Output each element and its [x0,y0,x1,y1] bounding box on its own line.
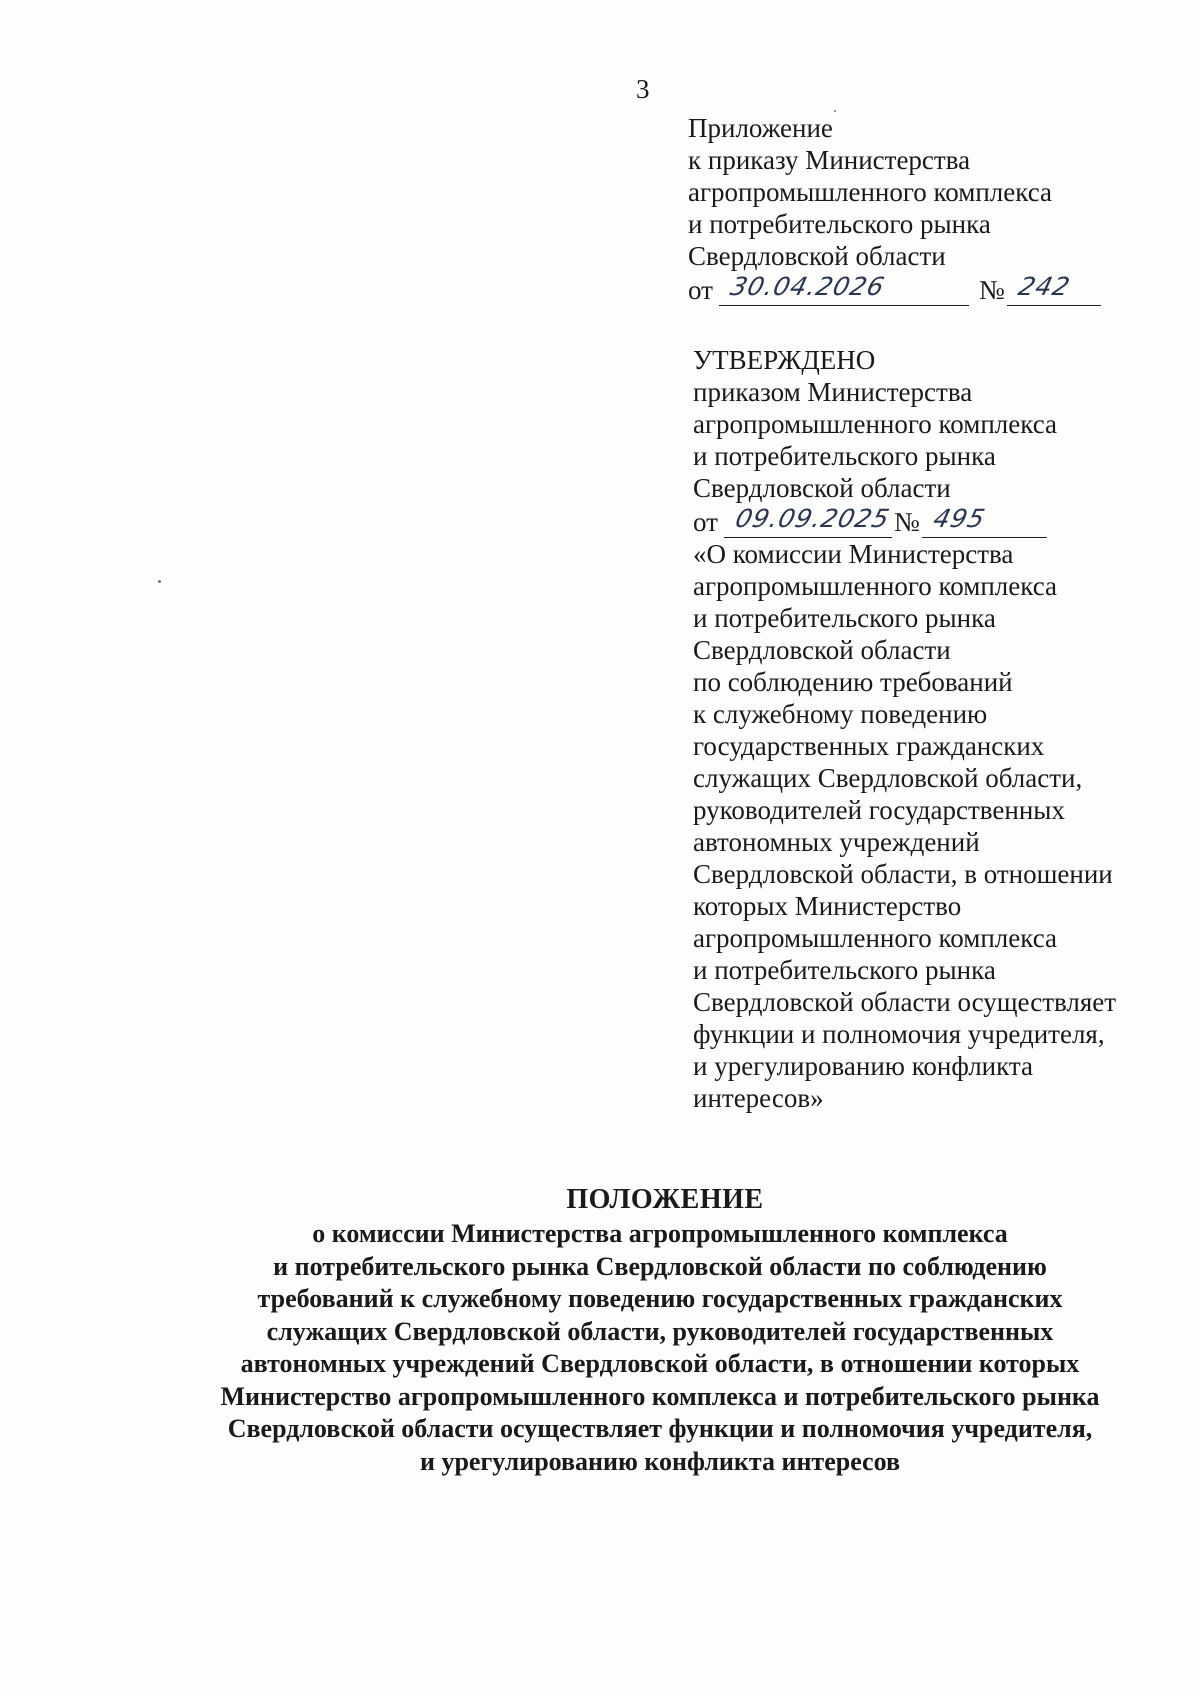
appendix-block [688,112,1101,306]
handwritten-date: 09.09.2025 [732,504,893,533]
date-prefix: от [693,507,718,537]
appendix-line: агропромышленного комплекса [688,177,1052,207]
approved-title-line: государственных гражданских [693,731,1045,761]
regulation-title-line: и потребительского рынка Свердловской области по соблюдению [273,1251,1047,1281]
scan-speck [158,580,161,583]
regulation-title-line: Министерство агропромышленного комплекса и потребительского рынка [220,1381,1100,1411]
date-field [719,272,969,306]
scan-speck [834,110,836,112]
handwritten-number: 495 [930,504,989,533]
approved-title-line: по соблюдению требований [693,667,1013,697]
page-number: 3 [636,74,650,104]
regulation-title-block [160,1182,1160,1478]
number-sign: № [978,275,1005,305]
regulation-title-line: требований к служебному поведению государственных гражданских [257,1284,1063,1313]
approved-date-number-line [693,504,1116,538]
number-field [1007,272,1101,306]
approved-title-line: Свердловской области [693,635,951,665]
handwritten-date: 30.04.2026 [727,272,888,301]
approved-title-line: и потребительского рынка [693,603,996,633]
approved-title-line: и урегулированию конфликта [693,1051,1034,1081]
appendix-line: к приказу Министерства [688,145,971,175]
approved-title-line: функции и полномочия учредителя, [693,1019,1105,1049]
approved-title-line: Свердловской области осуществляет [693,987,1117,1017]
date-field [724,504,893,538]
number-field [922,504,1047,538]
approved-block [693,344,1116,1114]
approved-line: приказом Министерства [693,377,973,407]
appendix-date-number-line [688,272,1101,306]
appendix-line: Свердловской области [688,241,946,271]
approved-title-line: агропромышленного комплекса [693,571,1057,601]
approved-heading: УТВЕРЖДЕНО [693,345,876,375]
regulation-heading: ПОЛОЖЕНИЕ [566,1184,764,1215]
regulation-title-line: о комиссии Министерства агропромышленного комплекса [312,1219,1008,1248]
date-prefix: от [688,275,713,305]
approved-line: и потребительского рынка [693,441,996,471]
regulation-title-line: и урегулированию конфликта интересов [419,1446,900,1476]
approved-title-line: к служебному поведению [693,699,988,729]
regulation-title-line: Свердловской области осуществляет функции и полномочия учредителя, [227,1414,1093,1443]
approved-title-line: агропромышленного комплекса [693,923,1057,953]
handwritten-number: 242 [1015,272,1074,301]
approved-title-line: и потребительского рынка [693,955,996,985]
approved-title-line: интересов» [693,1083,824,1113]
approved-title-line: «О комиссии Министерства [693,539,1014,569]
approved-title-line: автономных учреждений [693,827,980,857]
approved-title-line: Свердловской области, в отношении [693,859,1113,889]
appendix-line: Приложение [688,113,833,143]
number-sign: № [893,507,920,537]
approved-title-line: которых Министерство [693,891,962,921]
regulation-title-line: автономных учреждений Свердловской области, в отношении которых [240,1349,1080,1378]
approved-line: агропромышленного комплекса [693,409,1057,439]
approved-line: Свердловской области [693,473,951,503]
approved-title-line: служащих Свердловской области, [693,763,1083,793]
regulation-title-line: служащих Свердловской области, руководителей государственных [266,1316,1054,1346]
appendix-line: и потребительского рынка [688,209,991,239]
approved-title-line: руководителей государственных [693,795,1065,825]
